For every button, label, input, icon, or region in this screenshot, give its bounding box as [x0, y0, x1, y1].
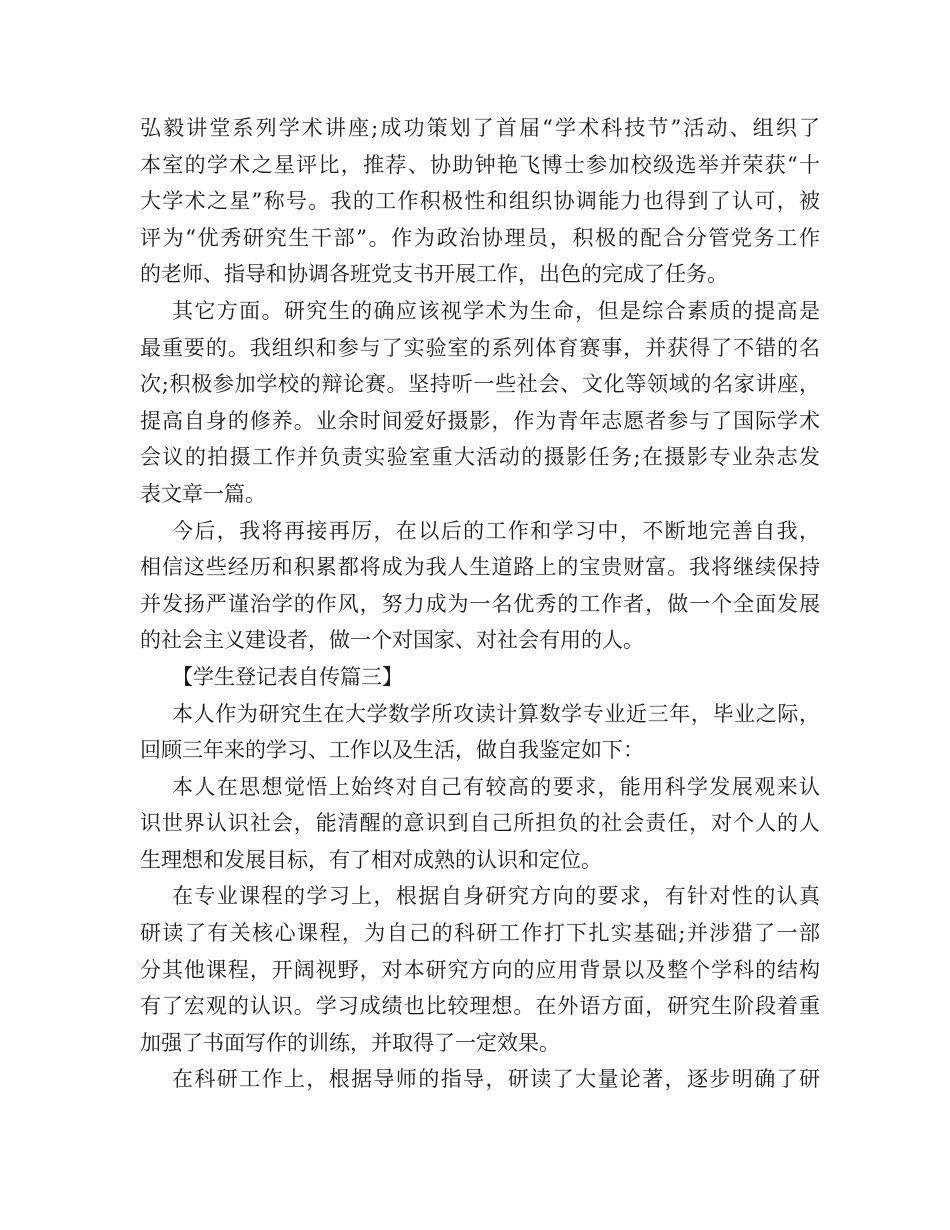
text-line: 次;积极参加学校的辩论赛。坚持听一些社会、文化等领域的名家讲座，: [140, 372, 820, 397]
document-body-text: [140, 110, 820, 1098]
paragraph-first-line: 本人作为研究生在大学数学所攻读计算数学专业近三年，毕业之际，: [172, 701, 820, 726]
text-line: 本室的学术之星评比，推荐、协助钟艳飞博士参加校级选举并荣获“十: [140, 152, 820, 177]
text-line: 并发扬严谨治学的作风，努力成为一名优秀的工作者，做一个全面发展: [140, 591, 820, 616]
paragraph-first-line: 在科研工作上，根据导师的指导，研读了大量论著，逐步明确了研: [172, 1067, 820, 1092]
text-line: 的老师、指导和协调各班党支书开展工作，出色的完成了任务。: [140, 262, 728, 287]
paragraph-first-line: 本人在思想觉悟上始终对自己有较高的要求，能用科学发展观来认: [172, 774, 820, 799]
text-line: 评为“优秀研究生干部”。作为政治协理员，积极的配合分管党务工作: [140, 225, 820, 250]
text-line: 研读了有关核心课程，为自己的科研工作打下扎实基础;并涉猎了一部: [140, 921, 820, 946]
text-line: 相信这些经历和积累都将成为我人生道路上的宝贵财富。我将继续保持: [140, 555, 820, 580]
text-line: 分其他课程，开阔视野，对本研究方向的应用背景以及整个学科的结构: [140, 957, 820, 982]
section-heading: 【学生登记表自传篇三】: [172, 664, 403, 689]
paragraph-first-line: 其它方面。研究生的确应该视学术为生命，但是综合素质的提高是: [172, 298, 820, 323]
text-line: 提高自身的修养。业余时间爱好摄影，作为青年志愿者参与了国际学术: [140, 408, 820, 433]
paragraph-first-line: 在专业课程的学习上，根据自身研究方向的要求，有针对性的认真: [172, 884, 820, 909]
text-line: 有了宏观的认识。学习成绩也比较理想。在外语方面，研究生阶段着重: [140, 994, 820, 1019]
text-line: 会议的拍摄工作并负责实验室重大活动的摄影任务;在摄影专业杂志发: [140, 445, 820, 470]
text-line: 回顾三年来的学习、工作以及生活，做自我鉴定如下：: [140, 738, 644, 763]
text-line: 大学术之星”称号。我的工作积极性和组织协调能力也得到了认可，被: [140, 189, 820, 214]
paragraph-first-line: 今后，我将再接再厉，在以后的工作和学习中，不断地完善自我，: [172, 518, 820, 543]
text-line: 加强了书面写作的训练，并取得了一定效果。: [140, 1030, 560, 1055]
text-line: 识世界认识社会，能清醒的意识到自己所担负的社会责任，对个人的人: [140, 811, 820, 836]
text-line: 表文章一篇。: [140, 481, 266, 506]
text-line: 最重要的。我组织和参与了实验室的系列体育赛事，并获得了不错的名: [140, 335, 820, 360]
text-line: 弘毅讲堂系列学术讲座;成功策划了首届“学术科技节”活动、组织了: [140, 116, 820, 140]
text-line: 生理想和发展目标，有了相对成熟的认识和定位。: [140, 847, 602, 872]
text-line: 的社会主义建设者，做一个对国家、对社会有用的人。: [140, 628, 644, 653]
